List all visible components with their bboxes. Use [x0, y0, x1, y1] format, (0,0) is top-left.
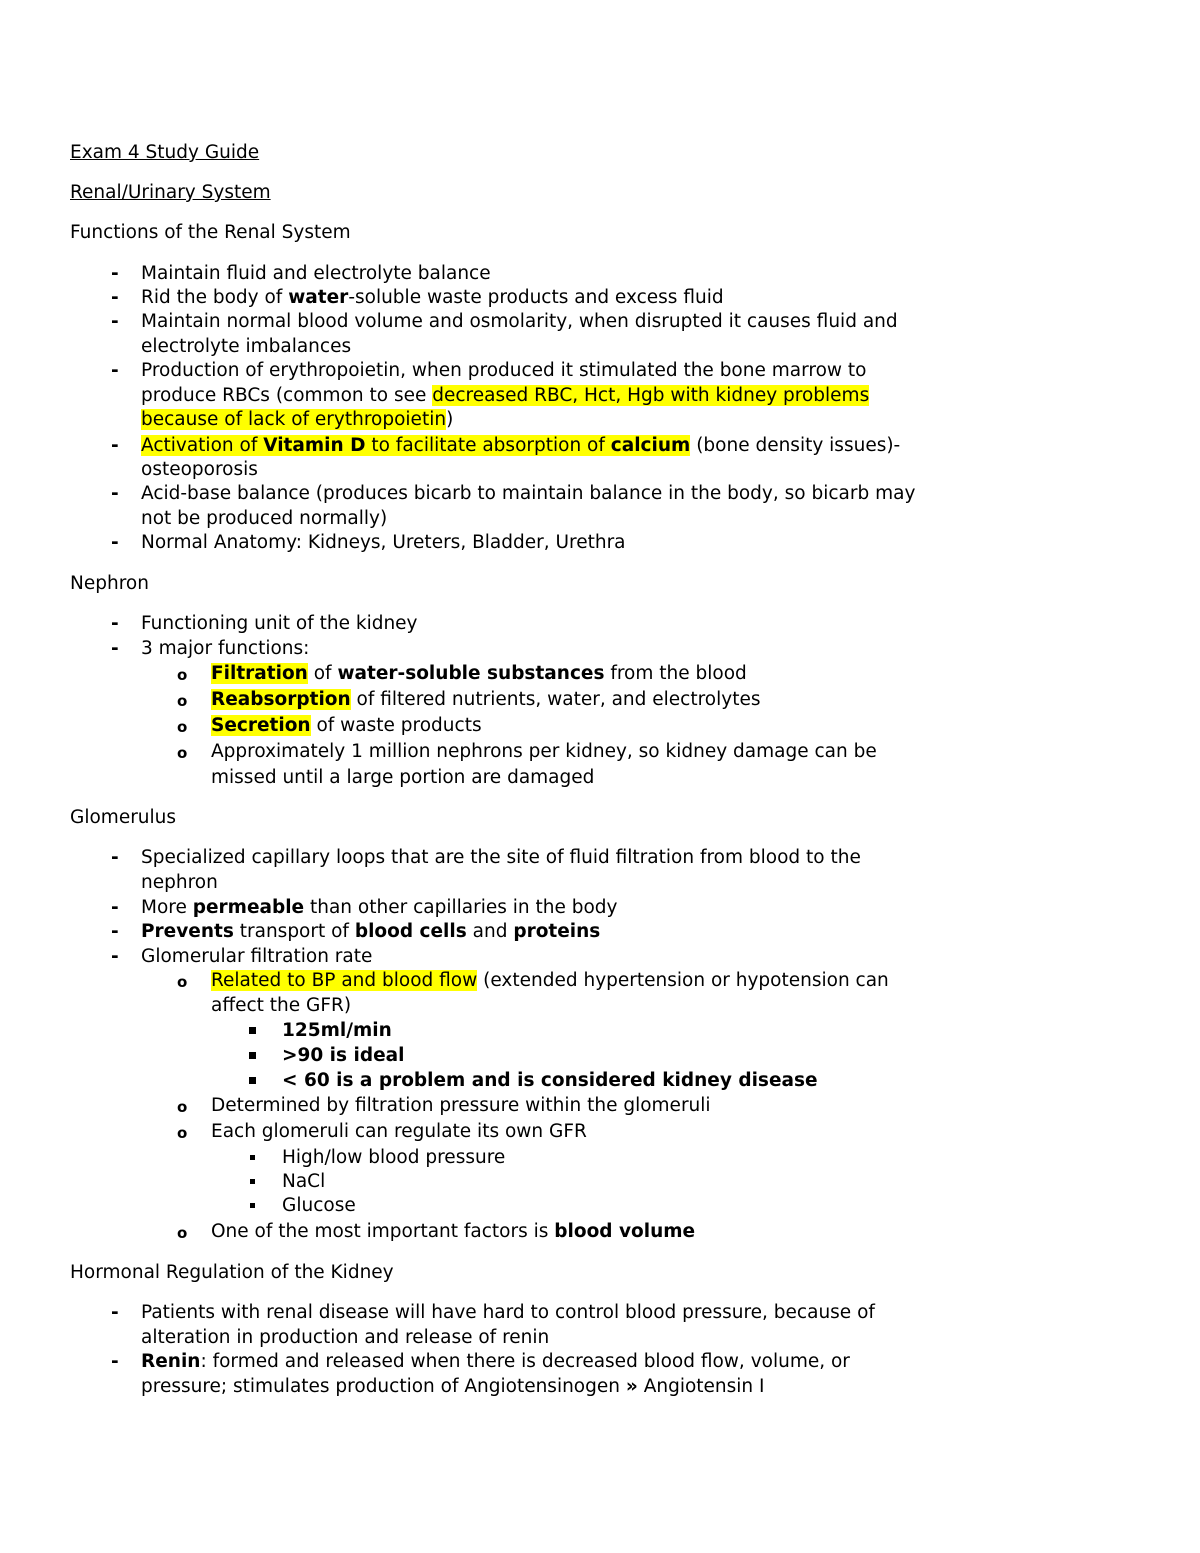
text-run: than other capillaries in the body: [304, 897, 618, 918]
list-item: [141, 286, 724, 310]
bullet-dash: -: [111, 847, 119, 868]
bold-text: blood volume: [554, 1221, 696, 1242]
sub-list-item-continuation: affect the GFR): [211, 995, 352, 1016]
bullet-square: [250, 1179, 255, 1184]
text-run: transport of: [233, 921, 355, 942]
list-item: [141, 1350, 850, 1374]
sub-list-item: Each glomeruli can regulate its own GFR: [211, 1121, 587, 1142]
sub-list-item: [211, 688, 760, 712]
sub-list-item-continuation: missed until a large portion are damaged: [211, 767, 595, 788]
list-item: Normal Anatomy: Kidneys, Ureters, Bladder, Urethra: [141, 532, 626, 553]
bold-text: water: [288, 287, 349, 308]
text-run: More: [141, 897, 193, 918]
bold-text: »: [625, 1376, 638, 1397]
list-item-continuation: not be produced normally): [141, 508, 388, 529]
bullet-circle: o: [177, 1124, 188, 1142]
sub-list-item: [211, 714, 482, 738]
functions-heading: Functions of the Renal System: [70, 222, 351, 243]
highlighted-text: Related to BP and blood flow: [211, 970, 478, 991]
sub-list-item: [211, 662, 747, 686]
list-item-continuation: electrolyte imbalances: [141, 336, 352, 357]
bullet-dash: -: [111, 1351, 119, 1372]
text-run: -soluble waste products and excess fluid: [348, 287, 724, 308]
list-item: Maintain fluid and electrolyte balance: [141, 263, 491, 284]
text-run: pressure; stimulates production of Angiotensinogen: [141, 1376, 626, 1397]
hormonal-heading: Hormonal Regulation of the Kidney: [70, 1262, 394, 1283]
bullet-circle: o: [177, 718, 188, 736]
bullet-dash: -: [111, 435, 119, 456]
text-run: (bone density issues)-: [690, 435, 901, 456]
section-title: Renal/Urinary System: [70, 182, 271, 203]
text-run: of waste products: [310, 715, 482, 736]
list-item: Glomerular filtration rate: [141, 946, 373, 967]
highlighted-bold-text: Filtration: [211, 663, 308, 684]
list-item: [141, 896, 617, 920]
list-item: Acid-base balance (produces bicarb to maintain balance in the body, so bicarb may: [141, 483, 916, 504]
glomerulus-heading: Glomerulus: [70, 807, 177, 828]
sub-sub-list-item: >90 is ideal: [282, 1045, 405, 1066]
text-run: produce RBCs (common to see: [141, 385, 433, 406]
bullet-dash: -: [111, 360, 119, 381]
text-run: Rid the body of: [141, 287, 289, 308]
bullet-circle: o: [177, 973, 188, 991]
text-run: (extended hypertension or hypotension can: [477, 970, 889, 991]
list-item-continuation: [141, 408, 453, 432]
bullet-dash: -: [111, 946, 119, 967]
bullet-square: [249, 1052, 256, 1059]
sub-list-item: [211, 969, 889, 993]
sub-sub-list-item: NaCl: [282, 1171, 326, 1192]
sub-sub-list-item: High/low blood pressure: [282, 1147, 506, 1168]
highlighted-text: decreased RBC, Hct, Hgb with kidney problems: [432, 385, 870, 406]
list-item-continuation: nephron: [141, 872, 218, 893]
list-item-continuation: [141, 1375, 764, 1399]
document-title: Exam 4 Study Guide: [70, 142, 260, 163]
bullet-dash: -: [111, 638, 119, 659]
bullet-dash: -: [111, 287, 119, 308]
bullet-circle: o: [177, 1098, 188, 1116]
list-item-continuation: alteration in production and release of renin: [141, 1327, 550, 1348]
text-run: of: [307, 663, 338, 684]
bullet-circle: o: [177, 744, 188, 762]
bold-text: Prevents: [141, 921, 234, 942]
bullet-dash: -: [111, 263, 119, 284]
list-item: Maintain normal blood volume and osmolarity, when disrupted it causes fluid and: [141, 311, 898, 332]
bullet-dash: -: [111, 921, 119, 942]
list-item-continuation: osteoporosis: [141, 459, 258, 480]
text-run: ): [446, 409, 454, 430]
sub-list-item: Approximately 1 million nephrons per kidney, so kidney damage can be: [211, 741, 877, 762]
bullet-square: [249, 1027, 256, 1034]
highlighted-text: to facilitate absorption of: [365, 435, 611, 456]
bold-text: water-soluble substances: [337, 663, 605, 684]
bullet-dash: -: [111, 897, 119, 918]
list-item: [141, 920, 600, 944]
text-run: One of the most important factors is: [211, 1221, 555, 1242]
bullet-square: [250, 1155, 255, 1160]
bullet-dash: -: [111, 613, 119, 634]
bullet-dash: -: [111, 1302, 119, 1323]
text-run: : formed and released when there is decreased blood flow, volume, or: [200, 1351, 850, 1372]
bullet-square: [249, 1077, 256, 1084]
list-item: Specialized capillary loops that are the site of fluid filtration from blood to the: [141, 847, 861, 868]
highlighted-bold-text: Secretion: [211, 715, 311, 736]
list-item: 3 major functions:: [141, 638, 310, 659]
list-item-continuation: [141, 384, 869, 408]
text-run: and: [466, 921, 514, 942]
bullet-dash: -: [111, 483, 119, 504]
bold-text: proteins: [513, 921, 601, 942]
bullet-circle: o: [177, 692, 188, 710]
highlighted-bold-text: Vitamin D: [263, 435, 366, 456]
text-run: Angiotensin I: [637, 1376, 765, 1397]
sub-list-item: Determined by filtration pressure within the glomeruli: [211, 1095, 711, 1116]
bullet-dash: -: [111, 532, 119, 553]
bold-text: permeable: [192, 897, 305, 918]
list-item: Patients with renal disease will have hard to control blood pressure, because of: [141, 1302, 875, 1323]
text-run: of filtered nutrients, water, and electrolytes: [350, 689, 761, 710]
highlighted-text: because of lack of erythropoietin: [141, 409, 447, 430]
sub-sub-list-item: Glucose: [282, 1195, 356, 1216]
bold-text: Renin: [141, 1351, 201, 1372]
bullet-square: [250, 1203, 255, 1208]
sub-sub-list-item: 125ml/min: [282, 1020, 392, 1041]
list-item: Production of erythropoietin, when produced it stimulated the bone marrow to: [141, 360, 867, 381]
list-item: [141, 434, 900, 458]
bold-text: blood cells: [354, 921, 467, 942]
sub-sub-list-item: < 60 is a problem and is considered kidney disease: [282, 1070, 818, 1091]
highlighted-bold-text: Reabsorption: [211, 689, 351, 710]
highlighted-text: Activation of: [141, 435, 264, 456]
text-run: from the blood: [604, 663, 747, 684]
bullet-circle: o: [177, 666, 188, 684]
sub-list-item: [211, 1220, 695, 1244]
bullet-circle: o: [177, 1224, 188, 1242]
bullet-dash: -: [111, 311, 119, 332]
list-item: Functioning unit of the kidney: [141, 613, 418, 634]
nephron-heading: Nephron: [70, 573, 149, 594]
highlighted-bold-text: calcium: [610, 435, 691, 456]
